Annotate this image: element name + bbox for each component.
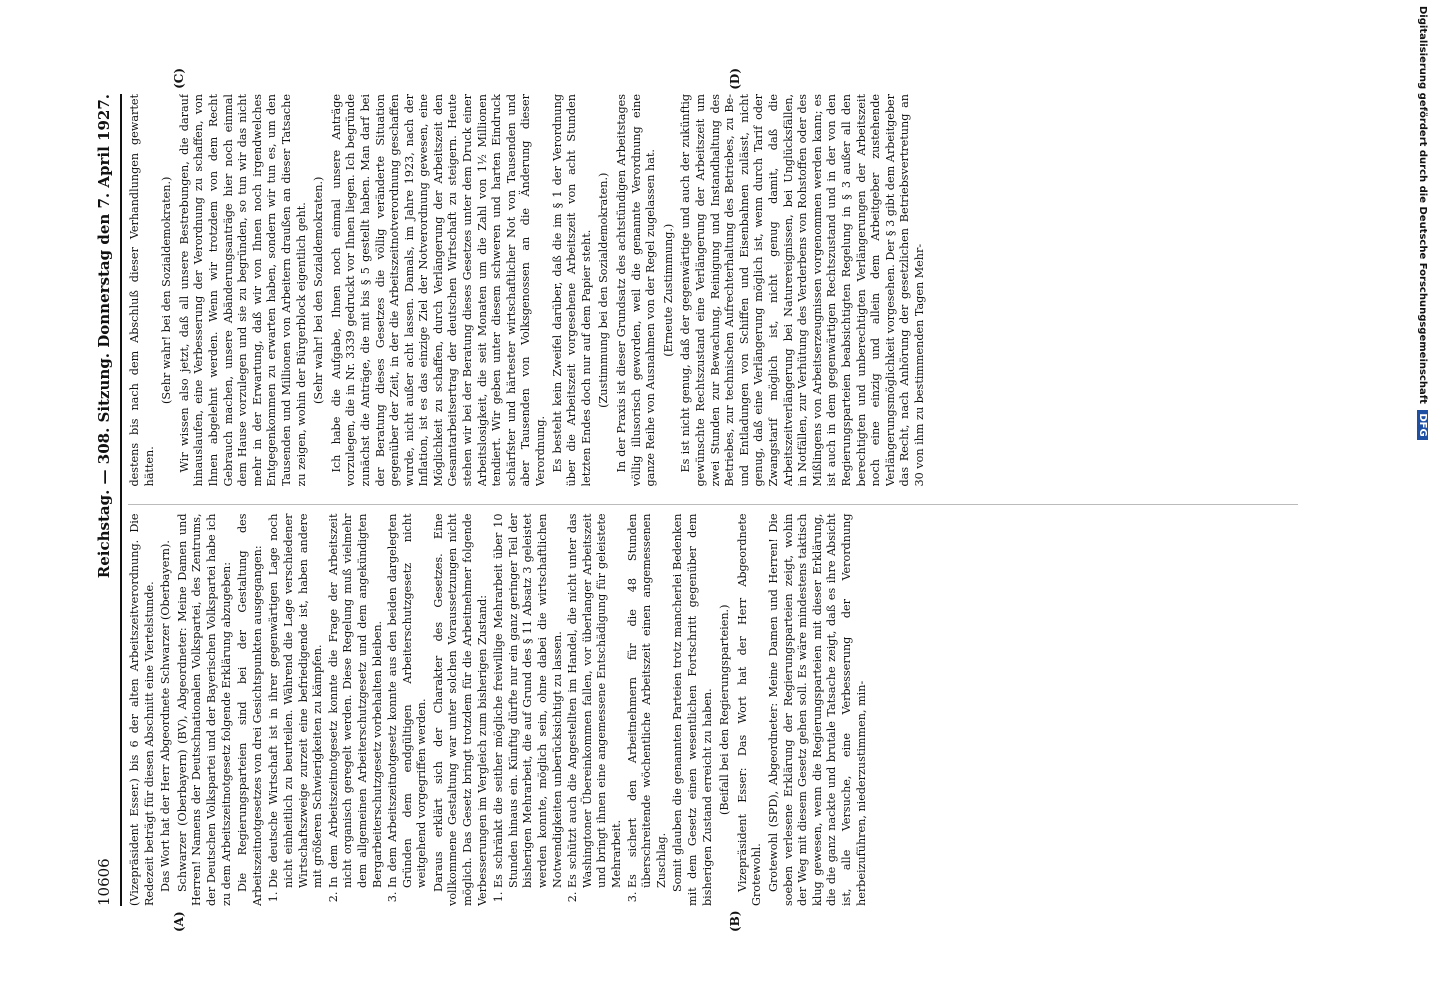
interjection: (Zustimmung bei den Sozialdemokraten.) — [597, 172, 611, 408]
paragraph: Daraus erklärt sich der Charakter des Gesetzes. Eine vollkommene Gestaltung war unter solchen Voraussetzungen nicht möglich. Das Gesetz bringt trotzdem für die Arbeitnehmer folgende Verbesserungen im Vergleich zum bisherigen Zustand: — [431, 513, 489, 906]
margin-letter-b: (B) — [728, 910, 742, 932]
numbered-list — [492, 514, 669, 907]
paragraph: (Vizepräsident Esser.) bis 6 der alten Arbeitszeitverordnung. Die Redezeit beträgt für diesen Abschnitt eine Viertelstunde. — [128, 513, 156, 906]
paragraph: Ich habe die Aufgabe, Ihnen noch einmal unsere Anträge vorzulegen, die in Nr. 3339 gedruckt vor Ihnen liegen. Ich begründe zunächst die Anträge, die mit bis § 5 gestellt haben. Man darf bei der Beratung dieses Gesetzes die völlig veränderte Situation gegenüber der Zeit, in der die Arbeitszeitnotverordnung geschaffen wurde, nicht außer acht lassen. Damals, im Jahre 1923, nach der Inflation, ist es das einzige Ziel der Notverordnung gewesen, eine Möglichkeit zu schaffen, durch Verlängerung der Arbeitszeit den Gesamtarbeitsertrag der deutschen Wirtschaft zu steigern. Heute stehen wir bei der Beratung dieses Gesetzes unter dem Druck einer Arbeitslosigkeit, die seit Monaten um die Zahl von 1½ Millionen tendiert. Wir geben unter diesem schweren und harten Eindruck schärfster und härtester wirtschaftlicher Not von Tausenden und aber Tausenden von Volksgenossen an die Änderung dieser Verordnung. — [329, 94, 548, 487]
list-item: 1. Es schränkt die seither mögliche freiwillige Mehrarbeit über 10 Stunden hinaus ein. Künftig dürfte nur ein ganz geringer Teil der bisherigen Mehrarbeit, die auf Grund des § 11 Absatz 3 geleistet werden konnte, möglich sein, ohne dabei die wirtschaftlichen Notwendigkeiten unberücksichtigt zu lassen. — [492, 514, 565, 889]
speaker-paragraph: Grotewohl (SPD), Abgeordneter: Meine Damen und Herren! Die soeben verlesene Erklärung der Regierungsparteien zeigt, wohin der Weg mit diesem Gesetz gehen soll. Es wäre mindestens taktisch klug gewesen, wenn die Regierungsparteien mit dieser Erklärung, die die ganz nackte und brutale Tatsache zeigt, daß es ihre Absicht ist, alle Versuche, eine Verbesserung der Verordnung herbeizuführen, niederzustimmen, min- — [766, 513, 868, 906]
paragraph: Vizepräsident Esser: Das Wort hat der Herr Abgeordnete Grotewohl. — [735, 513, 764, 906]
paragraph: Wir wissen also jetzt, daß all unsere Bestrebungen, die darauf hinauslaufen, eine Verbesserung der Verordnung zu schaffen, von Ihnen abgelehnt werden. Wenn wir trotzdem von dem Recht Gebrauch machen, unsere Abänderungsanträge hier noch einmal dem Hause vorzulegen und sie zu begründen, so tun wir das nicht mehr in der Erwartung, daß wir von Ihnen noch irgendwelches Entgegenkommen zu erwarten haben, sondern wir tun es, um den Tausenden und Millionen von Arbeitern draußen an dieser Tatsache zu zeigen, wohin der Bürgerblock eigentlich geht. — [177, 94, 308, 487]
margin-letter-c: (C) — [172, 68, 186, 89]
page-header — [95, 94, 122, 906]
paragraph: Somit glauben die genannten Parteien trotz mancherlei Bedenken mit dem Gesetz einen wesentlichen Fortschritt gegenüber dem bisherigen Zustand erreicht zu haben. — [671, 513, 714, 906]
text-columns — [128, 68, 1298, 932]
page-number: 10606 — [95, 858, 113, 906]
interjection: (Beifall bei den Regierungsparteien.) — [718, 604, 732, 815]
paragraph: Es ist nicht genug, daß der gegenwärtige und auch der zukünftig gewünschte Rechtszustand eine Verlängerung der Arbeitszeit um zwei Stunden zur Bewachung, Reinigung und Instandhaltung des Betriebes, zur technischen Aufrechterhaltung des Betriebes, zu Be- und Entladungen von Schiffen und Eisenbahnen zulässt, nicht genug, daß eine Verlängerung möglich ist, wenn durch Tarif oder Zwangstarif möglich ist, nicht genug damit, daß die Arbeitszeitverlängerung bei Naturereignissen, bei Unglücksfällen, in Notfällen, zur Verhütung des Verderbens von Rohstoffen oder des Mißlingens von Arbeitserzeugnissen vorgenommen werden kann; es ist auch in dem gegenwärtigen Rechtszustand und in der von den Regierungsparteien beabsichtigten Regelung in § 3 außer all den berechtigten und unberechtigten Verlängerungen der Arbeitszeit noch eine einzig und allein dem Arbeitgeber zustehende Verlängerungsmöglichkeit vorgesehen. Der § 3 gibt dem Arbeitgeber das Recht, nach Anhörung der gesetzlichen Betriebsvertretung an 30 von ihm zu bestimmenden Tagen Mehr- — [679, 94, 926, 487]
paragraph: In der Praxis ist dieser Grundsatz des achtstündigen Arbeitstages völlig illusorisch geworden, weil die genannte Verordnung eine ganze Reihe von Ausnahmen von der Regel zugelassen hat. — [615, 94, 658, 487]
list-item: 2. In dem Arbeitszeitnotgesetz konnte die Frage der Arbeitszeit nicht organisch geregelt werden. Diese Regelung muß vielmehr dem allgemeinen Arbeiterschutzgesetz und dem angekündigten Bergarbeiterschutzgesetz vorbehalten bleiben. — [327, 514, 385, 889]
paragraph: destens bis nach dem Abschluß dieser Verhandlungen gewartet hätten. — [128, 94, 156, 487]
right-column — [128, 94, 1298, 487]
paragraph: Es besteht kein Zweifel darüber, daß die im § 1 der Verordnung über die Arbeitszeit vorgesehene Arbeitszeit von acht Stunden letzten Endes doch nur auf dem Papier steht. — [550, 94, 593, 487]
speaker-paragraph: Schwarzer (Oberbayern) (BV), Abgeordneter: Meine Damen und Herren! Namens der Deutschnationalen Volkspartei, des Zentrums, der Deutschen Volkspartei und der Bayerischen Volkspartei habe ich zu dem Arbeitszeitnotgesetz folgende Erklärung abzugeben: — [175, 513, 233, 906]
margin-letter-d: (D) — [728, 68, 742, 90]
dfg-logo: DFG — [1417, 410, 1428, 439]
list-item: 3. Es sichert den Arbeitnehmern für die 48 Stunden überschreitende wöchentliche Arbeitszeit einen angemessenen Zuschlag. — [626, 514, 670, 889]
list-item: 3. In dem Arbeitszeitnotgesetz konnte aus den beiden dargelegten Gründen dem endgültigen Arbeiterschutzgesetz nicht weitgehend vorgegriffen werden. — [386, 514, 430, 889]
interjection: (Sehr wahr! bei den Sozialdemokraten.) — [312, 176, 326, 404]
running-title: Reichstag. — 308. Sitzung. Donnerstag den 7. April 1927. — [95, 94, 113, 579]
list-item: 1. Die deutsche Wirtschaft ist in ihrer gegenwärtigen Lage noch nicht einheitlich zu beurteilen. Während die Lage verschiedener Wirtschaftszweige zurzeit eine befriedigende ist, haben andere mit größeren Schwierigkeiten zu kämpfen. — [267, 514, 325, 889]
interjection: (Sehr wahr! bei den Sozialdemokraten.) — [160, 176, 174, 404]
left-column — [128, 505, 1298, 907]
list-item: 2. Es schützt auch die Angestellten im Handel, die nicht unter das Washingtoner Übereinkommen fallen, vor überlanger Arbeitszeit und bringt ihnen eine angemessene Entschädigung für geleistete Mehrarbeit. — [566, 514, 624, 889]
interjection: (Erneute Zustimmung.) — [661, 223, 675, 357]
numbered-list — [267, 514, 430, 907]
paragraph: Die Regierungsparteien sind bei der Gestaltung des Arbeitszeitnotgesetzes von drei Gesichtspunkten ausgegangen: — [236, 513, 264, 906]
credit-text: Digitalisierung gefördert durch die Deutsche Forschungsgemeinschaft — [1417, 6, 1428, 404]
protocol-page — [95, 68, 1305, 932]
paragraph: Das Wort hat der Herr Abgeordnete Schwarzer (Oberbayern). — [159, 540, 173, 892]
digitization-credit — [1417, 6, 1428, 440]
margin-letter-a: (A) — [172, 911, 186, 932]
